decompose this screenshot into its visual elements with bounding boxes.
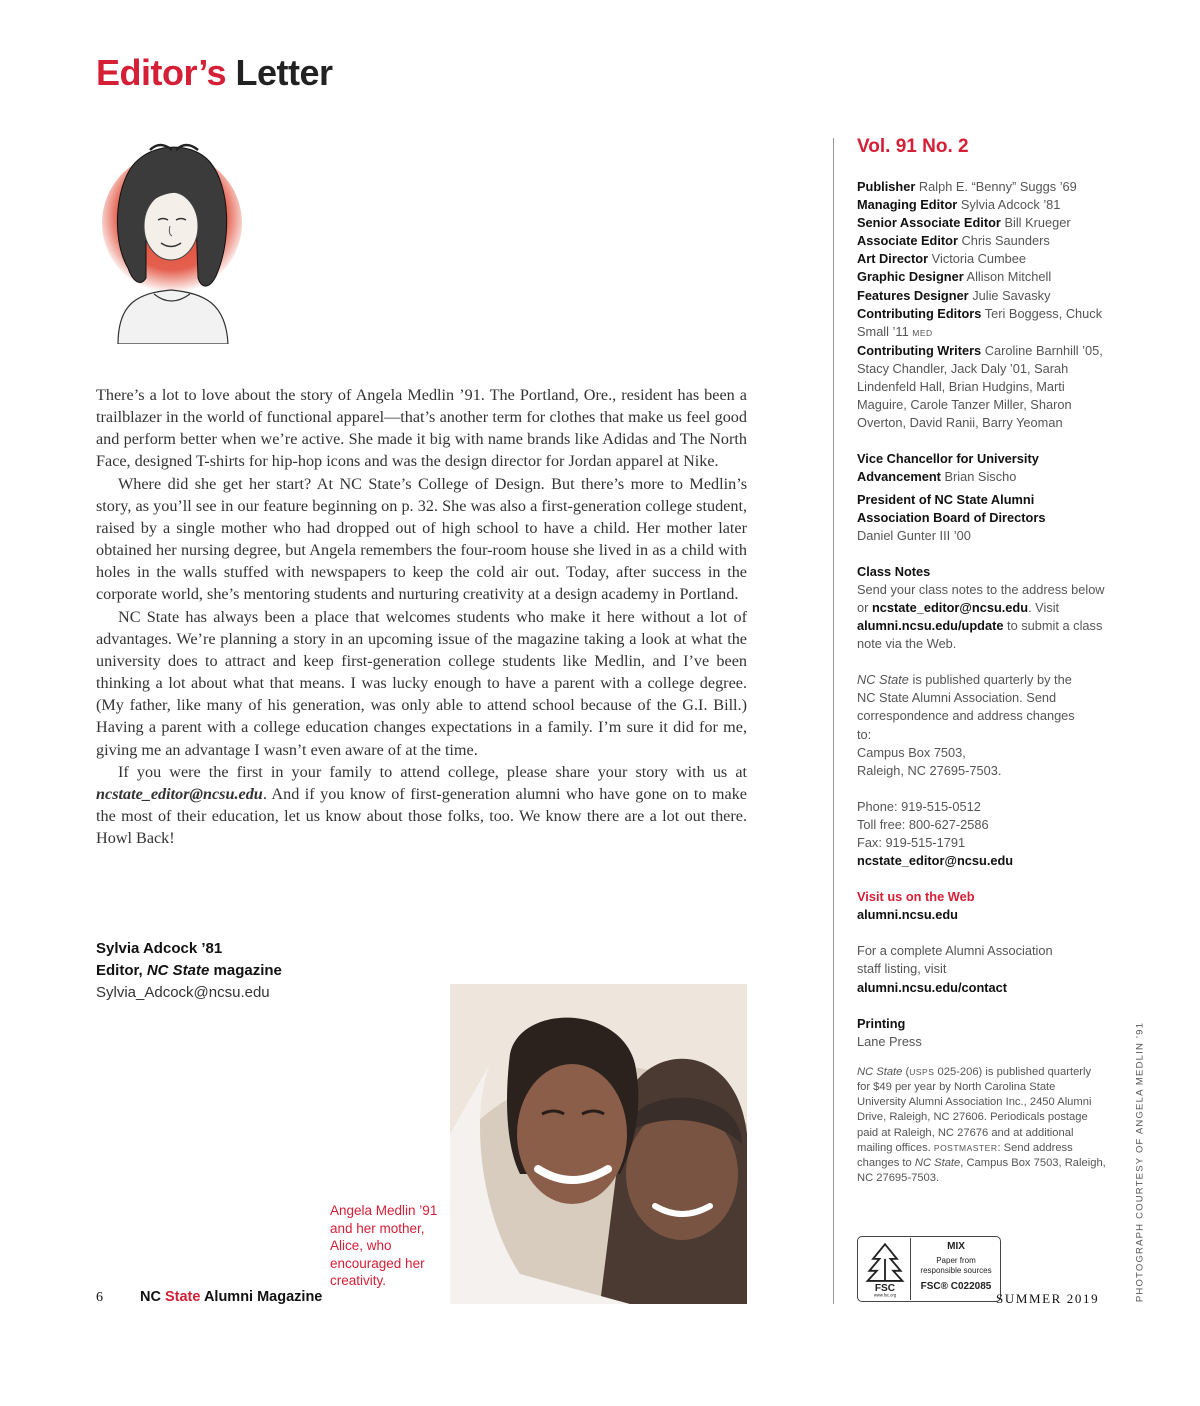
class-notes-text [857, 581, 1117, 653]
editor-letter-body [96, 384, 747, 849]
address-line-2: Raleigh, NC 27695-7503. [857, 762, 1002, 778]
staff-name: Bill Krueger [1004, 215, 1071, 231]
magazine-name [140, 1289, 322, 1305]
fine-text-2: : Send address changes to [857, 1141, 1073, 1170]
staff-name: Allison Mitchell [966, 269, 1052, 285]
class-notes-email-link[interactable]: ncstate_editor@ncsu.edu [871, 599, 1029, 615]
staff-name: Ralph E. “Benny” Suggs ’69 [918, 179, 1077, 194]
signature-email[interactable]: Sylvia_Adcock@ncsu.edu [96, 984, 270, 1001]
fine-italic-title: NC State [857, 1065, 903, 1078]
class-notes-heading: Class Notes [857, 563, 931, 579]
staff-role: Art Director [857, 251, 929, 267]
page-number: 6 [96, 1290, 103, 1305]
fine-usps: USPS [909, 1066, 935, 1077]
published-by-text [857, 671, 1077, 743]
staff-role: Contributing Editors [857, 305, 982, 321]
fine-text-3: , Campus Box 7503, Raleigh, NC 27695-7503. [857, 1157, 1106, 1185]
photo-credit-text: PHOTOGRAPH COURTESY OF ANGELA MEDLIN ’91 [1134, 1021, 1146, 1303]
fax-number: Fax: 919-515-1791 [857, 835, 966, 850]
address-line-1: Campus Box 7503, [857, 744, 966, 760]
photo-credit [1133, 1022, 1147, 1302]
fsc-certification-logo [857, 1236, 1001, 1302]
toll-free-number: Toll free: 800-627-2586 [857, 816, 989, 832]
staff-degree-suffix: MED [912, 327, 933, 338]
fsc-tree-icon [862, 1239, 908, 1299]
published-italic-title: NC State [857, 672, 909, 688]
fsc-brand-text: FSC [874, 1283, 896, 1295]
staff-name: Teri Boggess, Chuck Small ’11 [857, 305, 1103, 339]
president-role: President of NC State Alumni Association Board of Directors [857, 491, 1046, 525]
president-name: Daniel Gunter III ’00 [857, 527, 971, 543]
signature-title-italic: NC State [146, 962, 210, 979]
phone-number: Phone: 919-515-0512 [857, 798, 981, 814]
staff-role: Associate Editor [857, 233, 958, 249]
fsc-site-text: www.fsc.org [873, 1292, 897, 1298]
vice-chancellor-name: Brian Sischo [944, 469, 1017, 485]
staff-senior-associate-editor [857, 214, 1117, 232]
staff-contributing-editors [857, 305, 1117, 342]
contact-email-link[interactable]: ncstate_editor@ncsu.edu [857, 853, 1014, 869]
staff-role: Features Designer [857, 287, 969, 303]
vice-chancellor-role: Vice Chancellor for University Advancement [857, 451, 1039, 485]
staff-role: Senior Associate Editor [857, 215, 1001, 231]
staff-features-designer [857, 287, 1117, 305]
photo-caption: Angela Medlin ’91 and her mother, Alice, who encouraged her creativity. [330, 1203, 438, 1289]
staff-role: Contributing Writers [857, 342, 982, 358]
volume-number: Vol. 91 No. 2 [857, 136, 969, 157]
class-notes-text-2: . Visit [1028, 599, 1060, 615]
letter-paragraph-2: Where did she get her start? At NC State’s College of Design. But there’s more to Medlin’s story, as you’ll see in our feature beginning on p. 32. She was also a first-generation college student, raised by a single mother who had dropped out of high school to have a child. Her mother later obtained her nursing degree, but Angela remembers the four-room house she lived in as a child with holes in the walls stuffed with newspapers to keep the cold air out. Today, after success in the corporate world, she’s mentoring students and nurturing creativity at a design academy in Portland. [96, 474, 747, 604]
published-text: is published quarterly by the NC State Alumni Association. Send correspondence and address changes to: [857, 672, 1075, 742]
staff-contributing-writers [857, 342, 1117, 432]
staff-name: Caroline Barnhill ’05, Stacy Chandler, Jack Daly ’01, Sarah Lindenfeld Hall, Brian Hudgins, Marti Maguire, Carole Tanzer Miller, Sharon Overton, David Ranii, Barry Yeoman [857, 342, 1103, 431]
fine-postmaster: POSTMASTER [933, 1142, 998, 1153]
class-notes-url-link[interactable]: alumni.ncsu.edu/update [857, 618, 1004, 634]
signature-name: Sylvia Adcock ’81 [96, 940, 223, 957]
printer-name: Lane Press [857, 1033, 922, 1049]
staff-role: Managing Editor [857, 197, 958, 213]
staff-listing-prefix: For a complete Alumni Association staff listing, visit [857, 943, 1053, 977]
signature-title-suffix: magazine [209, 962, 282, 979]
issue-season: SUMMER 2019 [996, 1291, 1100, 1306]
staff-name: Julie Savasky [972, 287, 1051, 303]
staff-name: Chris Saunders [961, 233, 1050, 249]
fine-text-1: 025-206) is published quarterly for $49 per year by North Carolina State University Alumni Association Inc., 2450 Alumni Drive, Raleigh, NC 27606. Periodicals postage paid at Raleigh, NC 27676 and at additional mailing offices. [857, 1065, 1092, 1154]
title-letter: Letter [235, 52, 333, 93]
publication-fine-print: NC State (USPS 025-206) is published quarterly for $49 per year by North Carolina State University Alumni Association Inc., 2450 Alumni Drive, Raleigh, NC 27606. Periodicals postage paid at Raleigh, NC 27676 and at additional mailing offices. POSTMASTER: Send address changes to NC State, Campus Box 7503, Raleigh, NC 27695-7503. [857, 1065, 1106, 1185]
class-notes-text-1: Send your class notes to the address below or [857, 581, 1105, 615]
staff-name: Sylvia Adcock ’81 [960, 197, 1061, 213]
magazine-name-post: Alumni Magazine [200, 1289, 323, 1305]
title-editors: Editor’s [96, 52, 227, 93]
staff-role: Publisher [857, 179, 916, 194]
medlin-mother-photo [450, 984, 747, 1304]
fsc-code: FSC® C022085 [920, 1281, 992, 1292]
printing-heading: Printing [857, 1015, 906, 1031]
fsc-mix-label: MIX [947, 1241, 965, 1252]
fsc-line-1: Paper from [936, 1256, 976, 1265]
staff-publisher [857, 178, 1117, 196]
staff-associate-editor [857, 232, 1117, 250]
staff-name: Victoria Cumbee [931, 251, 1027, 267]
magazine-name-pre: NC [140, 1289, 165, 1305]
fsc-line-2: responsible sources [920, 1266, 992, 1275]
letter-paragraph-1: There’s a lot to love about the story of Angela Medlin ’91. The Portland, Ore., resident has been a trailblazer in the world of functional apparel—that’s another term for clothes that make us feel good and perform better when we’re active. She made it big with name brands like Adidas and The North Face, designed T-shirts for hip-hop icons and was the design director for Jordan apparel at Nike. [96, 386, 747, 471]
signature-title [96, 960, 282, 982]
signature-title-prefix: Editor, [96, 962, 147, 979]
web-url-link[interactable]: alumni.ncsu.edu [857, 907, 958, 923]
staff-listing-text [857, 942, 1057, 996]
letter-p4-text-b: . And if you know of first-generation alumni who have gone on to make the most of their education, let us know about those folks, too. We know there are a lot out there. Howl Back! [96, 784, 747, 848]
web-heading: Visit us on the Web [857, 889, 975, 905]
class-notes-text-3: to submit a class note via the Web. [857, 618, 1103, 652]
column-divider [833, 138, 834, 1304]
signature-block [96, 938, 282, 1004]
editor-portrait-illustration [98, 128, 244, 344]
page-title [96, 52, 333, 94]
fine-italic-title-2: NC State [914, 1157, 961, 1170]
vice-chancellor [857, 450, 1117, 486]
staff-art-director [857, 250, 1117, 268]
staff-graphic-designer [857, 268, 1117, 286]
masthead [857, 134, 1117, 1186]
staff-managing-editor [857, 196, 1117, 214]
letter-p4-text-a: If you were the first in your family to attend college, please share your story with us at [118, 762, 747, 781]
magazine-name-state: State [164, 1289, 201, 1305]
letter-paragraph-3: NC State has always been a place that welcomes students who make it here without a lot of advantages. We’re planning a story in an upcoming issue of the magazine taking a look at what the university does to attract and keep first-generation college students like Medlin, and I’ve been thinking a lot about what that means. I was lucky enough to have a parent with a college degree. (My father, like many of his generation, was only able to attend school because of the G.I. Bill.) Having a parent with a college education changes expectations in a family. I’m sure it did for me, giving me an advantage I wasn’t even aware of at the time. [96, 607, 747, 759]
letter-paragraph-4 [96, 761, 747, 850]
staff-listing-link[interactable]: alumni.ncsu.edu/contact [857, 979, 1008, 995]
staff-role: Graphic Designer [857, 269, 964, 285]
letter-email-link[interactable]: ncstate_editor@ncsu.edu [96, 784, 263, 803]
